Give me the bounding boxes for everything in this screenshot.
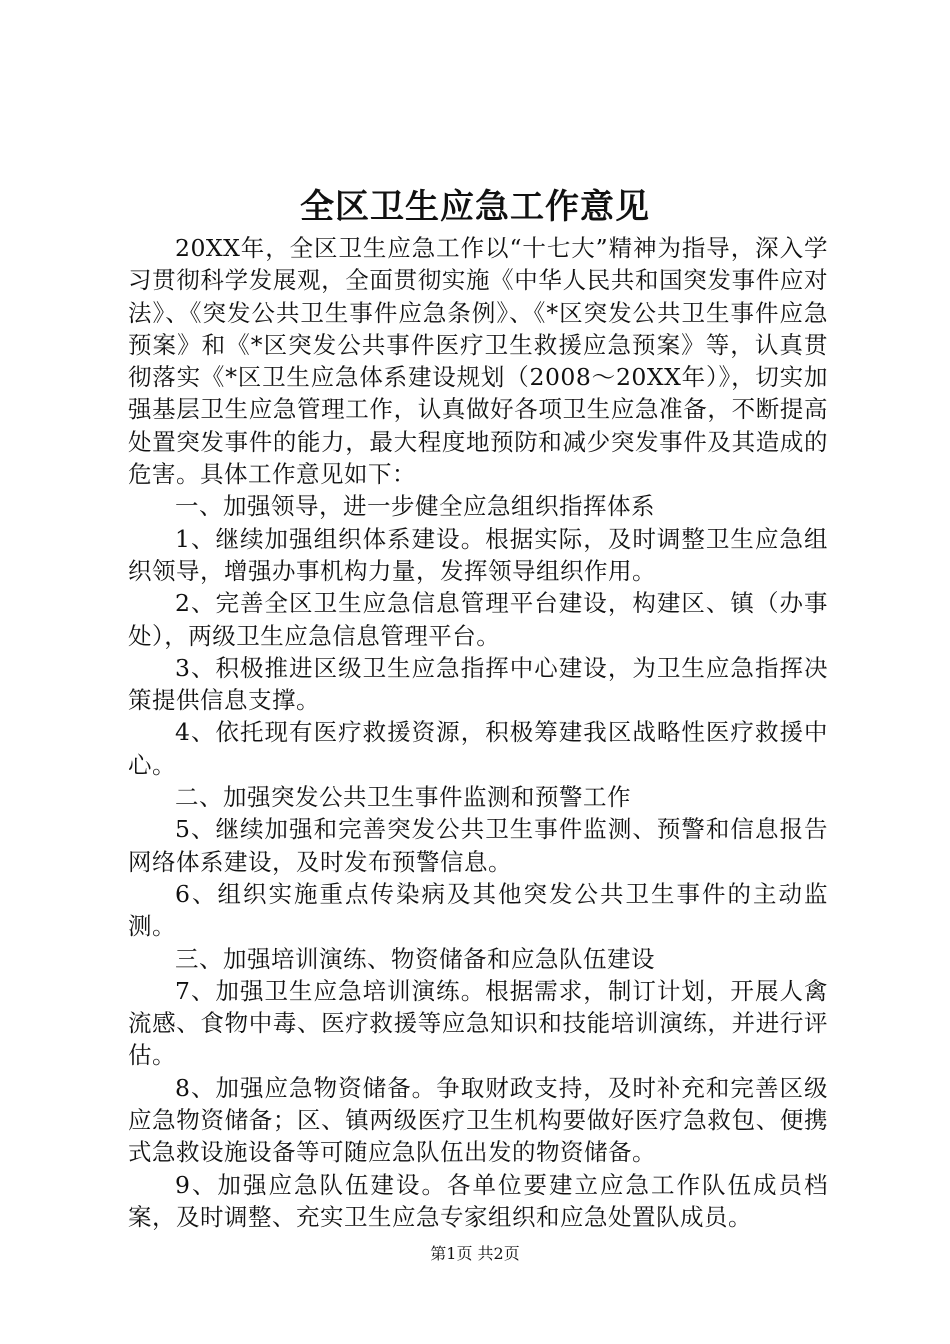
section-heading-1: 一、加强领导，进一步健全应急组织指挥体系	[175, 492, 655, 521]
section-heading-2: 二、加强突发公共卫生事件监测和预警工作	[175, 783, 631, 812]
item-paragraph-7: 7、加强卫生应急培训演练。根据需求，制订计划，开展人禽流感、食物中毒、医疗救援等应急知识和技能培训演练，并进行评估。	[128, 976, 828, 1070]
item-paragraph-9: 9、加强应急队伍建设。各单位要建立应急工作队伍成员档案，及时调整、充实卫生应急专家组织和应急处置队成员。	[128, 1170, 828, 1231]
item-paragraph-8: 8、加强应急物资储备。争取财政支持，及时补充和完善区级应急物资储备；区、镇两级医疗卫生机构要做好医疗急救包、便携式急救设施设备等可随应急队伍出发的物资储备。	[128, 1073, 828, 1167]
intro-paragraph: 20XX年，全区卫生应急工作以“十七大”精神为指导，深入学习贯彻科学发展观，全面贯彻实施《中华人民共和国突发事件应对法》、《突发公共卫生事件应急条例》、《*区突发公共卫生事件应急预案》和《*区突发公共事件医疗卫生救援应急预案》等，认真贯彻落实《*区卫生应急体系建设规划（2008～20XX年）》，切实加强基层卫生应急管理工作，认真做好各项卫生应急准备，不断提高处置突发事件的能力，最大程度地预防和减少突发事件及其造成的危害。具体工作意见如下：	[128, 234, 828, 489]
document-title: 全区卫生应急工作意见	[300, 187, 650, 227]
page-number-footer: 第1页 共2页	[430, 1244, 520, 1263]
item-paragraph-1: 1、继续加强组织体系建设。根据实际，及时调整卫生应急组织领导，增强办事机构力量，发挥领导组织作用。	[128, 524, 828, 585]
document-body	[128, 232, 828, 1233]
item-paragraph-4: 4、依托现有医疗救援资源，积极筹建我区战略性医疗救援中心。	[128, 718, 828, 779]
section-heading-3: 三、加强培训演练、物资储备和应急队伍建设	[175, 944, 655, 973]
item-paragraph-2: 2、完善全区卫生应急信息管理平台建设，构建区、镇（办事处），两级卫生应急信息管理平台。	[128, 589, 828, 650]
item-paragraph-5: 5、继续加强和完善突发公共卫生事件监测、预警和信息报告网络体系建设，及时发布预警信息。	[128, 815, 828, 876]
item-paragraph-3: 3、积极推进区级卫生应急指挥中心建设，为卫生应急指挥决策提供信息支撑。	[128, 653, 828, 715]
item-paragraph-6: 6、组织实施重点传染病及其他突发公共卫生事件的主动监测。	[128, 879, 828, 941]
